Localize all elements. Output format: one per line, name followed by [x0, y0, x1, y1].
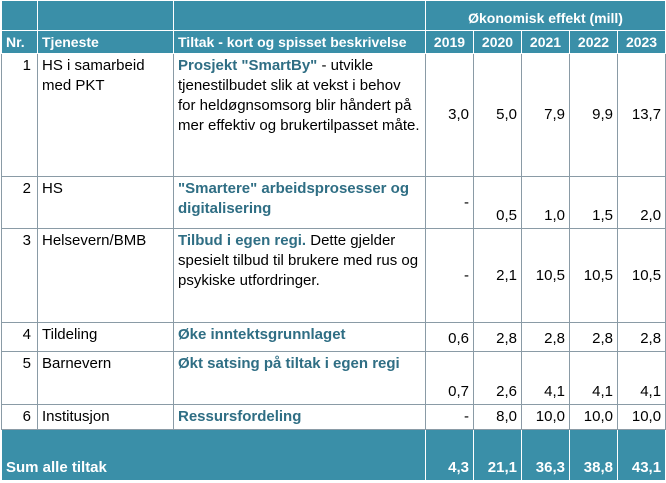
row-service: HS i samarbeid med PKT — [38, 54, 174, 177]
row-service: HS — [38, 177, 174, 229]
header-blank-measure — [174, 1, 426, 31]
total-value: 43,1 — [618, 430, 666, 481]
row-nr: 3 — [2, 229, 38, 323]
table-row — [2, 229, 666, 323]
row-value: 2,6 — [474, 352, 522, 405]
header-year: 2022 — [570, 31, 618, 54]
table-row — [2, 405, 666, 430]
measure-title: Øke inntektsgrunnlaget — [178, 326, 346, 343]
row-value: 2,1 — [474, 229, 522, 323]
row-value: 2,8 — [570, 323, 618, 352]
row-nr: 2 — [2, 177, 38, 229]
header-measure: Tiltak - kort og spisset beskrivelse — [174, 31, 426, 54]
total-value: 21,1 — [474, 430, 522, 481]
row-value: 13,7 — [618, 54, 666, 177]
row-value: - — [426, 177, 474, 229]
measure-title: Ressursfordeling — [178, 408, 302, 425]
table-row — [2, 323, 666, 352]
row-nr: 5 — [2, 352, 38, 405]
row-nr: 4 — [2, 323, 38, 352]
header-year: 2023 — [618, 31, 666, 54]
total-label: Sum alle tiltak — [2, 430, 426, 481]
row-value: 5,0 — [474, 54, 522, 177]
row-value: 10,5 — [522, 229, 570, 323]
row-value: 1,5 — [570, 177, 618, 229]
row-value: 4,1 — [522, 352, 570, 405]
header-year: 2019 — [426, 31, 474, 54]
header-blank-service — [38, 1, 174, 31]
row-value: 0,5 — [474, 177, 522, 229]
table-row — [2, 352, 666, 405]
row-value: 2,8 — [474, 323, 522, 352]
row-value: 4,1 — [618, 352, 666, 405]
row-value: - — [426, 229, 474, 323]
row-value: 0,6 — [426, 323, 474, 352]
row-value: 4,1 — [570, 352, 618, 405]
row-value: 10,0 — [618, 405, 666, 430]
row-value: 10,0 — [570, 405, 618, 430]
row-value: 10,5 — [570, 229, 618, 323]
measure-description: Dette gjelder spesielt tilbud til brukere med rus og psykiske utfordringer. — [178, 232, 419, 289]
total-value: 4,3 — [426, 430, 474, 481]
row-value: 10,5 — [618, 229, 666, 323]
total-row — [2, 430, 666, 481]
row-value: 2,0 — [618, 177, 666, 229]
row-nr: 1 — [2, 54, 38, 177]
header-year: 2020 — [474, 31, 522, 54]
measure-title: "Smartere" arbeidsprosesser og digitalisering — [178, 180, 409, 217]
header-economic-effect: Økonomisk effekt (mill) — [426, 1, 666, 31]
header-service: Tjeneste — [38, 31, 174, 54]
row-value: 9,9 — [570, 54, 618, 177]
total-value: 38,8 — [570, 430, 618, 481]
row-value: 8,0 — [474, 405, 522, 430]
row-value: - — [426, 405, 474, 430]
header-blank-nr — [2, 1, 38, 31]
row-value: 1,0 — [522, 177, 570, 229]
row-value: 2,8 — [522, 323, 570, 352]
row-measure — [174, 323, 426, 352]
measure-title: Økt satsing på tiltak i egen regi — [178, 355, 400, 372]
header-row — [2, 31, 666, 54]
row-measure — [174, 177, 426, 229]
header-row-top — [2, 1, 666, 31]
row-measure — [174, 54, 426, 177]
measure-description: - utvikle tjenestilbudet slik at vekst i behov for heldøgnsomsorg blir håndert på mer effektiv og brukertilpasset måte. — [178, 57, 420, 134]
measure-title: Prosjekt "SmartBy" — [178, 57, 318, 74]
row-value: 10,0 — [522, 405, 570, 430]
measures-table — [1, 0, 666, 481]
total-value: 36,3 — [522, 430, 570, 481]
row-service: Helsevern/BMB — [38, 229, 174, 323]
header-year: 2021 — [522, 31, 570, 54]
header-nr: Nr. — [2, 31, 38, 54]
measure-title: Tilbud i egen regi. — [178, 232, 307, 249]
table-row — [2, 54, 666, 177]
row-measure — [174, 229, 426, 323]
row-service: Tildeling — [38, 323, 174, 352]
row-value: 3,0 — [426, 54, 474, 177]
row-measure — [174, 405, 426, 430]
row-nr: 6 — [2, 405, 38, 430]
row-service: Barnevern — [38, 352, 174, 405]
row-value: 2,8 — [618, 323, 666, 352]
row-value: 7,9 — [522, 54, 570, 177]
row-measure — [174, 352, 426, 405]
row-service: Institusjon — [38, 405, 174, 430]
row-value: 0,7 — [426, 352, 474, 405]
table-row — [2, 177, 666, 229]
